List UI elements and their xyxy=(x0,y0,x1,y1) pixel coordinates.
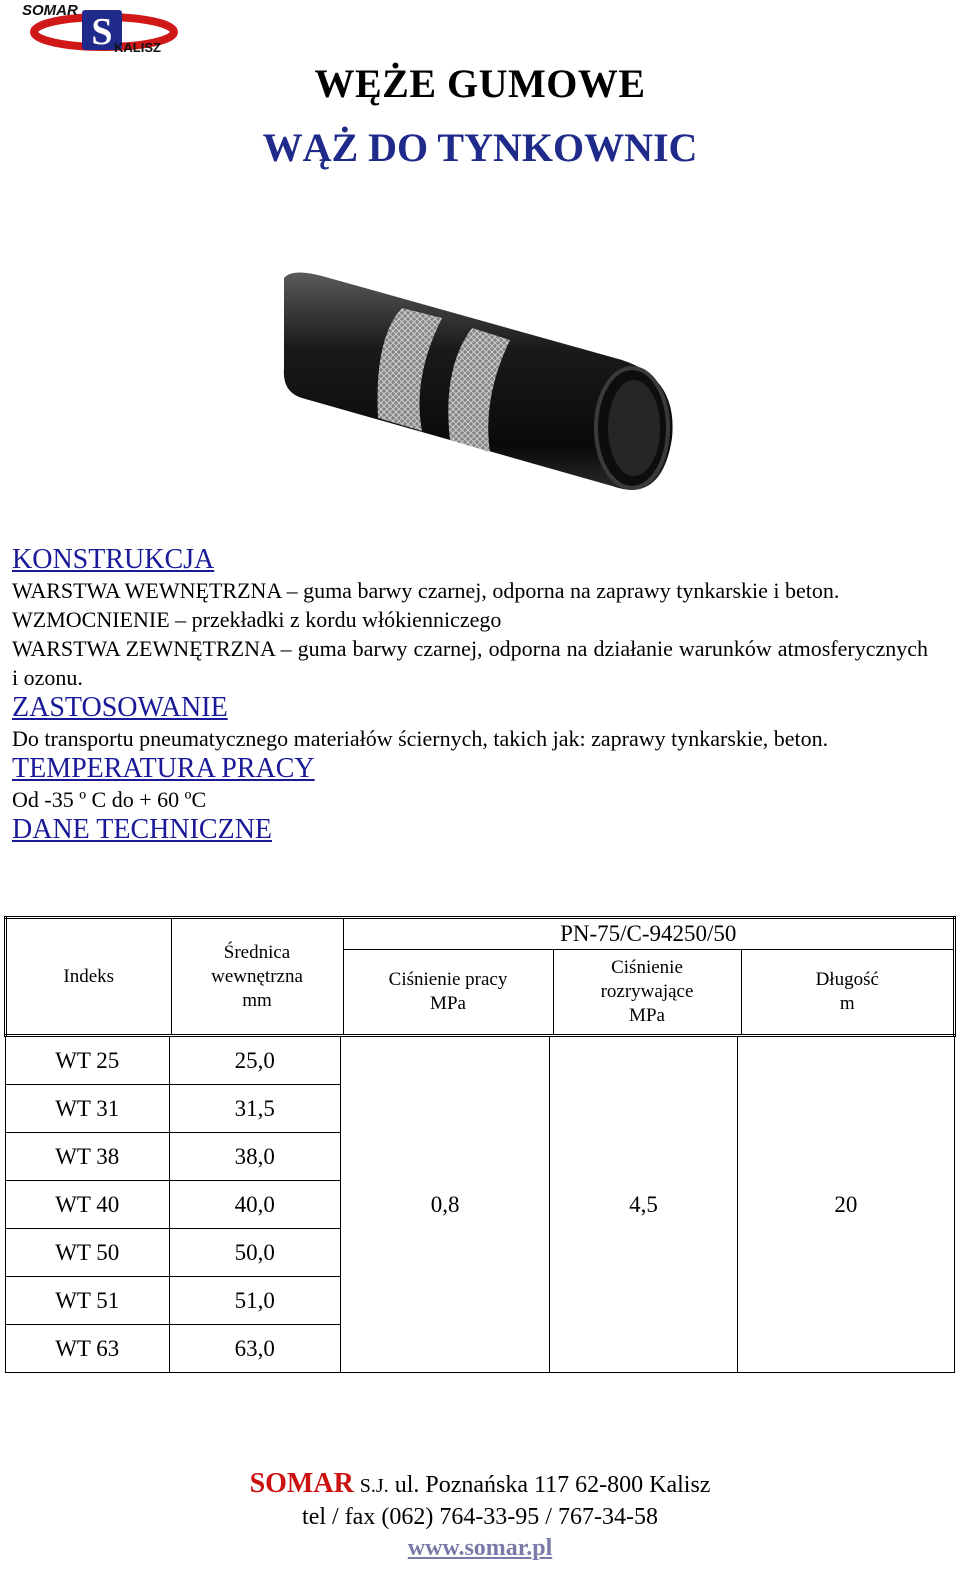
header-cisnienie-rozr-line-2: rozrywające xyxy=(600,981,694,1002)
temperatura-text: Od -35 º C do + 60 ºC xyxy=(12,787,207,812)
cell-cisnienie-rozrywajace: 4,5 xyxy=(550,1036,737,1373)
logo-bottom-text: KALISZ xyxy=(114,40,161,55)
header-cisnienie-pracy-line-1: Ciśnienie pracy xyxy=(388,969,508,990)
footer-address: ul. Poznańska 117 62-800 Kalisz xyxy=(394,1472,711,1498)
header-srednica-line-1: Średnica xyxy=(223,941,291,963)
row-3-srednica: 40,0 xyxy=(169,1181,341,1229)
row-0-indeks: WT 25 xyxy=(6,1036,170,1085)
row-3-indeks: WT 40 xyxy=(6,1181,170,1229)
cell-cisnienie-pracy: 0,8 xyxy=(341,1036,550,1373)
tech-data-table xyxy=(4,916,956,1373)
row-4-indeks: WT 50 xyxy=(6,1229,170,1277)
header-cisnienie-pracy xyxy=(343,950,553,1035)
row-0-srednica: 25,0 xyxy=(169,1036,341,1085)
heading-zastosowanie: ZASTOSOWANIE xyxy=(12,692,228,723)
cell-dlugosc: 20 xyxy=(737,1036,954,1373)
content xyxy=(12,544,928,846)
header-dlugosc-line-1: Długość xyxy=(815,969,879,990)
header-srednica-line-2: wewnętrzna xyxy=(211,965,303,987)
footer-brand: SOMAR xyxy=(249,1468,354,1499)
heading-dane-techniczne: DANE TECHNICZNE xyxy=(12,814,273,845)
heading-konstrukcja: KONSTRUKCJA xyxy=(12,544,215,575)
header-srednica xyxy=(171,919,343,1034)
header-indeks: Indeks xyxy=(7,919,171,1034)
footer-website-link[interactable]: www.somar.pl xyxy=(407,1535,553,1561)
header-dlugosc-line-2: m xyxy=(839,993,855,1014)
header-cisnienie-rozr-line-1: Ciśnienie xyxy=(611,957,683,978)
logo-letter: S xyxy=(91,11,113,53)
header-dlugosc xyxy=(741,950,953,1035)
row-6-srednica: 63,0 xyxy=(169,1325,341,1373)
row-6-indeks: WT 63 xyxy=(6,1325,170,1373)
row-1-srednica: 31,5 xyxy=(169,1085,341,1133)
row-2-indeks: WT 38 xyxy=(6,1133,170,1181)
row-5-srednica: 51,0 xyxy=(169,1277,341,1325)
header-srednica-line-3: mm xyxy=(242,989,272,1011)
header-cisnienie-rozrywajace xyxy=(553,950,741,1035)
logo-top-text: SOMAR xyxy=(22,2,78,19)
konstrukcja-line-2: WZMOCNIENIE – przekładki z kordu włókienniczego xyxy=(12,607,502,632)
page-subtitle: WĄŻ DO TYNKOWNIC xyxy=(262,125,698,170)
row-5-indeks: WT 51 xyxy=(6,1277,170,1325)
row-1-indeks: WT 31 xyxy=(6,1085,170,1133)
rubber-hose-image xyxy=(282,268,678,504)
row-4-srednica: 50,0 xyxy=(169,1229,341,1277)
row-2-srednica: 38,0 xyxy=(169,1133,341,1181)
header-cisnienie-rozr-line-3: MPa xyxy=(629,1005,665,1026)
header-norm: PN-75/C-94250/50 xyxy=(343,919,953,950)
somar-logo xyxy=(18,2,178,56)
heading-temperatura: TEMPERATURA PRACY xyxy=(12,753,315,784)
footer-sj: S.J. xyxy=(359,1475,389,1497)
footer-address-line xyxy=(0,1468,960,1502)
page-title: WĘŻE GUMOWE xyxy=(314,61,646,106)
konstrukcja-line-1: WARSTWA WEWNĘTRZNA – guma barwy czarnej, odporna na zaprawy tynkarskie i beton. xyxy=(12,578,840,603)
zastosowanie-text: Do transportu pneumatycznego materiałów ściernych, takich jak: zaprawy tynkarskie, beton. xyxy=(12,726,829,751)
footer-phone: tel / fax (062) 764-33-95 / 767-34-58 xyxy=(302,1504,658,1530)
footer xyxy=(0,1468,960,1564)
konstrukcja-line-3: WARSTWA ZEWNĘTRZNA – guma barwy czarnej, odporna na działanie warunków atmosferycznych i ozonu. xyxy=(12,636,928,690)
header-cisnienie-pracy-line-2: MPa xyxy=(430,993,466,1014)
